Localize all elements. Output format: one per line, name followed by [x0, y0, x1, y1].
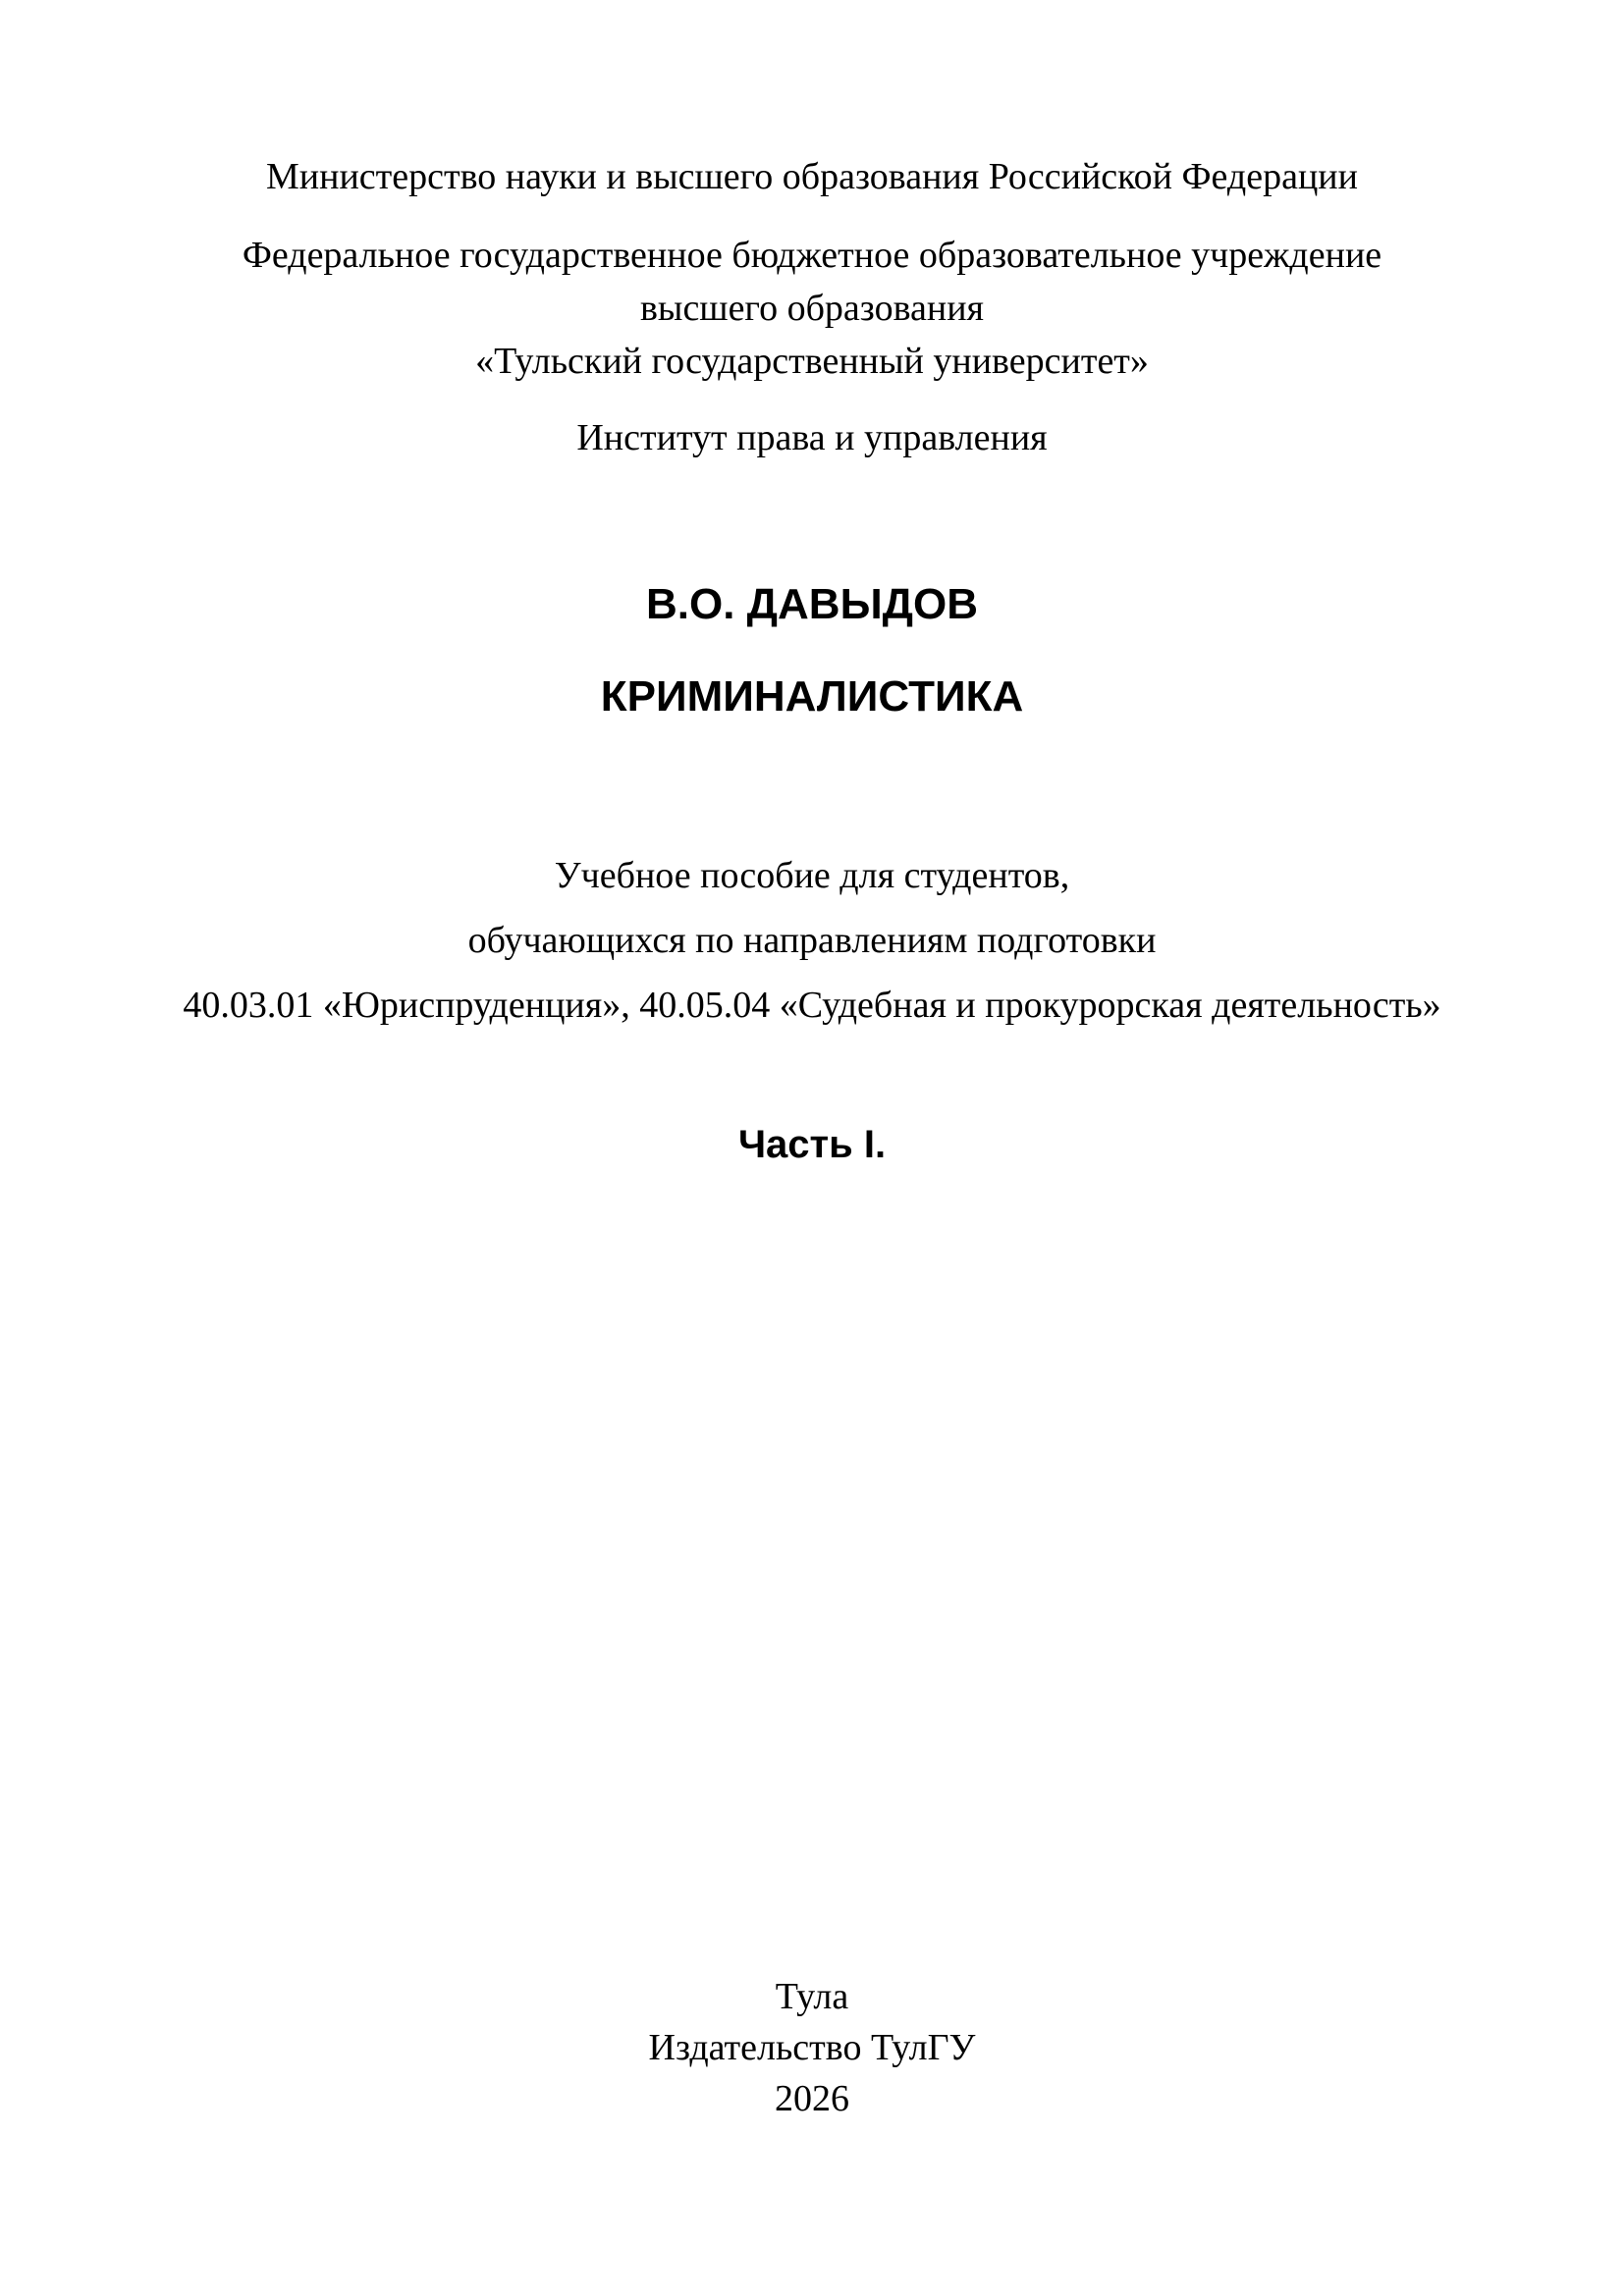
university-name: «Тульский государственный университет»: [475, 341, 1149, 382]
part-label: Часть I.: [737, 1123, 887, 1166]
imprint-city: Тула: [775, 1976, 849, 2017]
imprint-year: 2026: [775, 2078, 849, 2119]
description-line-2: обучающихся по направлениям подготовки: [467, 920, 1157, 961]
institute-name: Институт права и управления: [576, 417, 1048, 458]
imprint-publisher: Издательство ТулГУ: [648, 2027, 976, 2068]
author-name: В.О. ДАВЫДОВ: [646, 580, 978, 628]
description-line-1: Учебное пособие для студентов,: [554, 855, 1070, 896]
description-line-3: 40.03.01 «Юриспруденция», 40.05.04 «Судебная и прокурорская деятельность»: [183, 985, 1441, 1026]
institution-line: Федеральное государственное бюджетное образовательное учреждение: [242, 235, 1382, 276]
ministry-line: Министерство науки и высшего образования Российской Федерации: [266, 156, 1358, 197]
institution-level-line: высшего образования: [639, 288, 985, 329]
book-title: КРИМИНАЛИСТИКА: [600, 672, 1024, 721]
